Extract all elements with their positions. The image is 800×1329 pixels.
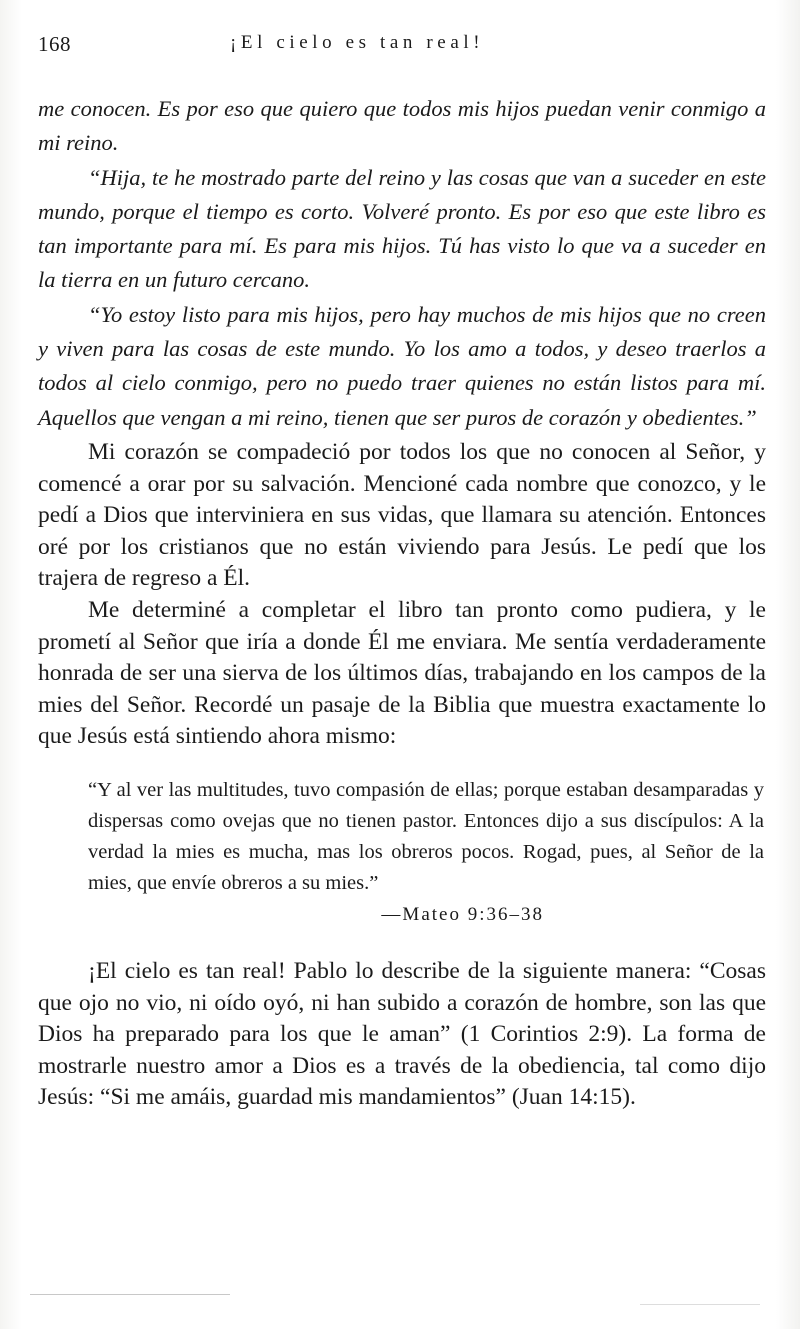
block-quote bbox=[88, 775, 764, 930]
italic-paragraph-2: “Hija, te he mostrado parte del reino y las cosas que van a suceder en este mundo, porque el tiempo es corto. Volveré pronto. Es por eso que este libro es tan importante para mí. Es para mis hijos. Tú has visto lo que va a suceder en la tierra en un futuro cercano. bbox=[38, 164, 766, 293]
italic-paragraph-1: me conocen. Es por eso que quiero que todos mis hijos puedan venir conmigo a mi reino. bbox=[38, 96, 766, 156]
scan-edge-mark bbox=[30, 1294, 230, 1295]
quote-citation: —Mateo 9:36–38 bbox=[381, 903, 544, 925]
body-paragraph-2: Me determiné a completar el libro tan pronto como pudiera, y le prometí al Señor que iría a donde Él me enviara. Me sentía verdaderamente honrada de ser una sierva de los últimos días, trabajando en los campos de la mies del Señor. Recordé un pasaje de la Biblia que muestra exactamente lo que Jesús está sintiendo ahora mismo: bbox=[38, 596, 766, 750]
running-head: ¡El cielo es tan real! bbox=[230, 32, 485, 53]
closing-paragraph: ¡El cielo es tan real! Pablo lo describe de la siguiente manera: “Cosas que ojo no vio, ni oído oyó, ni han subido a corazón de hombre, son las que Dios ha preparado para los que le aman” (1 Corintios 2:9). La forma de mostrarle nuestro amor a Dios es a través de la obediencia, tal como dijo Jesús: “Si me amáis, guardad mis mandamientos” (Juan 14:15). bbox=[38, 957, 766, 1111]
quote-text: “Y al ver las multitudes, tuvo compasión de ellas; porque estaban desamparadas y dispersas como ovejas que no tienen pastor. Entonces dijo a sus discípulos: A la verdad la mies es mucha, mas los obreros pocos. Rogad, pues, al Señor de la mies, que envíe obreros a su mies.” bbox=[88, 778, 764, 894]
page-header bbox=[0, 32, 800, 60]
scan-edge-mark-right bbox=[640, 1304, 760, 1305]
body-paragraph-1: Mi corazón se compadeció por todos los que no conocen al Señor, y comencé a orar por su salvación. Mencioné cada nombre que conozco, y le pedí a Dios que interviniera en sus vidas, que llamara su atención. Entonces oré por los cristianos que no están viviendo para Jesús. Le pedí que los trajera de regreso a Él. bbox=[38, 438, 766, 592]
page-body bbox=[38, 92, 766, 1114]
page-number: 168 bbox=[38, 32, 71, 56]
italic-paragraph-3: “Yo estoy listo para mis hijos, pero hay muchos de mis hijos que no creen y viven para las cosas de este mundo. Yo los amo a todos, y deseo traerlos a todos al cielo conmigo, pero no puedo traer quienes no están listos para mí. Aquellos que vengan a mi reino, tienen que ser puros de corazón y obedientes.” bbox=[38, 301, 766, 430]
